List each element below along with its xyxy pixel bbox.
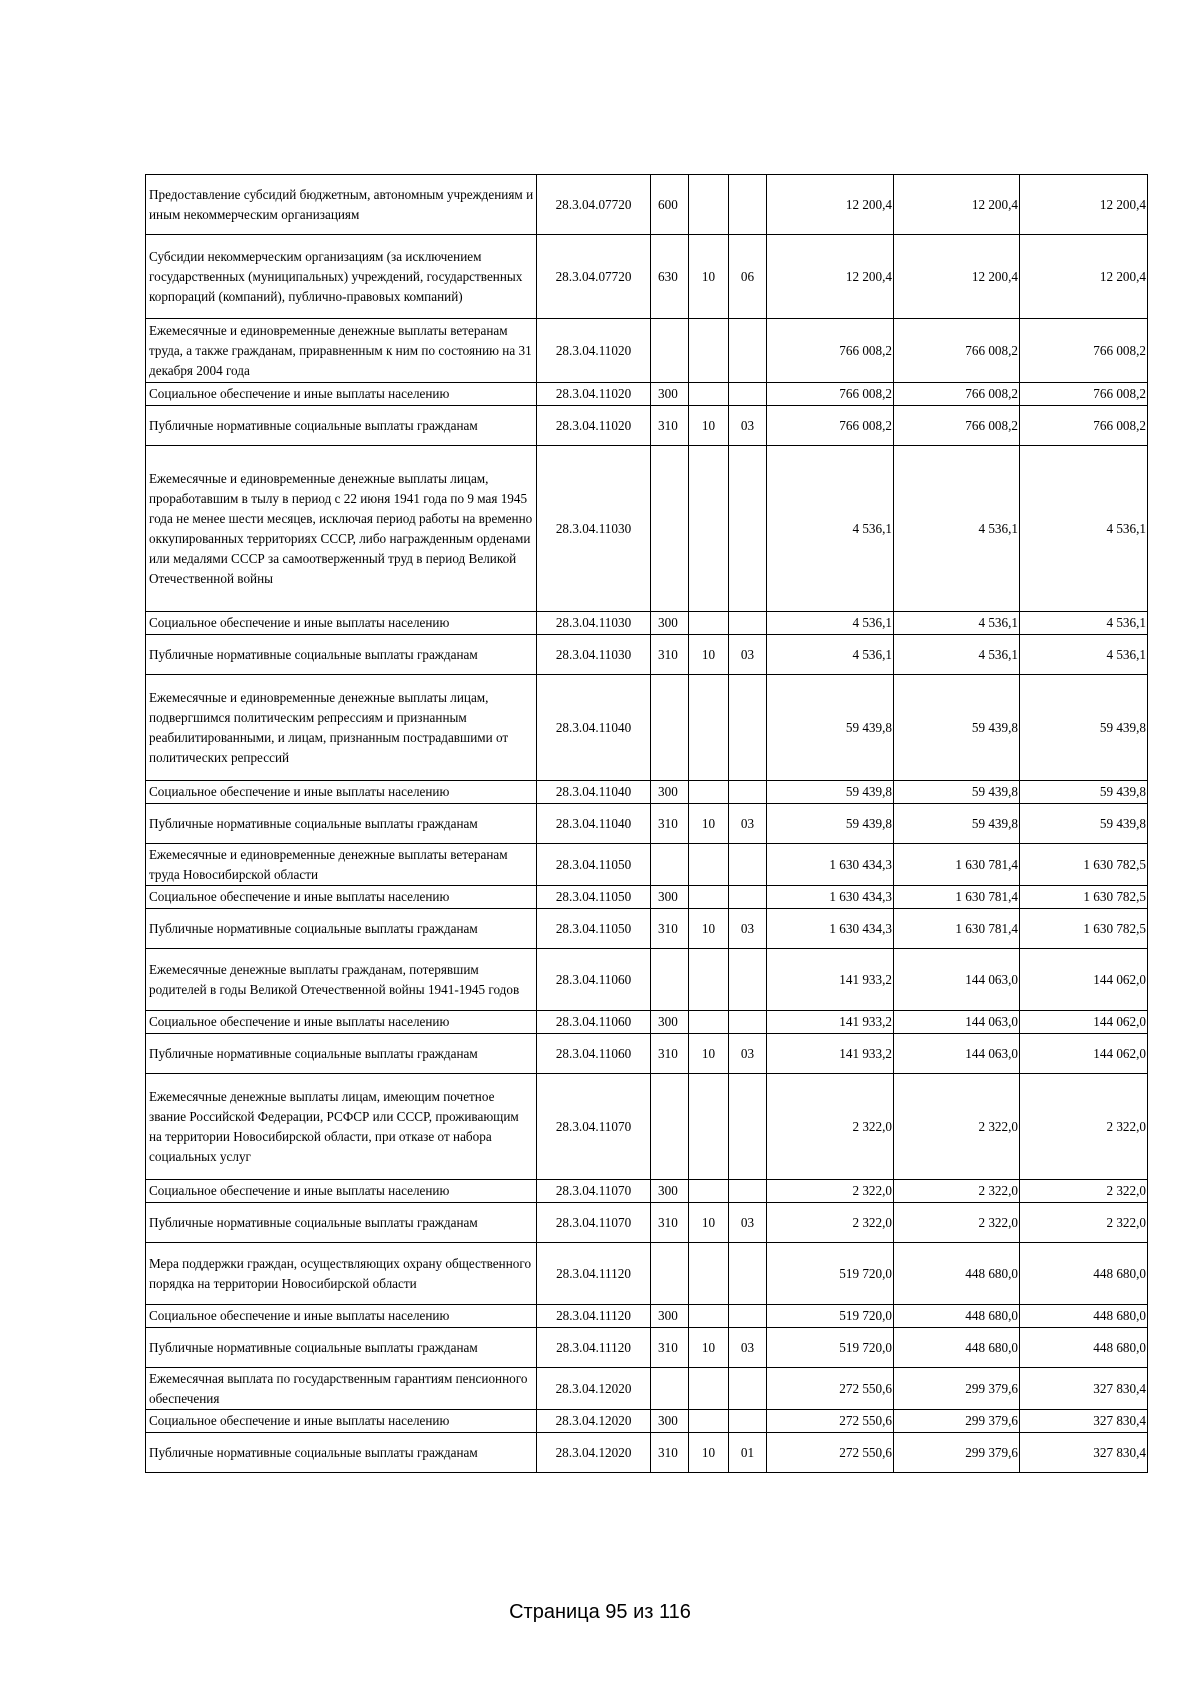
row-name: Мера поддержки граждан, осуществляющих охрану общественного порядка на территории Новосибирской области <box>146 1243 537 1305</box>
row-expense-type <box>651 675 689 781</box>
row-expense-type: 300 <box>651 1180 689 1203</box>
row-code: 28.3.04.11040 <box>537 675 651 781</box>
row-expense-type: 300 <box>651 886 689 909</box>
row-amount-3: 59 439,8 <box>1020 675 1148 781</box>
row-amount-1: 4 536,1 <box>767 635 894 675</box>
row-code: 28.3.04.11120 <box>537 1305 651 1328</box>
row-code: 28.3.04.11020 <box>537 319 651 383</box>
row-amount-2: 59 439,8 <box>894 804 1020 844</box>
row-amount-1: 2 322,0 <box>767 1074 894 1180</box>
table-row <box>146 612 1148 635</box>
table-row <box>146 1180 1148 1203</box>
row-amount-2: 144 063,0 <box>894 1034 1020 1074</box>
table-row <box>146 446 1148 612</box>
row-name: Предоставление субсидий бюджетным, автономным учреждениям и иным некоммерческим организациям <box>146 175 537 235</box>
row-amount-2: 144 063,0 <box>894 1011 1020 1034</box>
table-row <box>146 1410 1148 1433</box>
table-row <box>146 844 1148 886</box>
row-name: Социальное обеспечение и иные выплаты населению <box>146 383 537 406</box>
row-name: Социальное обеспечение и иные выплаты населению <box>146 1305 537 1328</box>
row-name: Ежемесячные и единовременные денежные выплаты ветеранам труда Новосибирской области <box>146 844 537 886</box>
row-amount-2: 4 536,1 <box>894 446 1020 612</box>
table-row <box>146 1305 1148 1328</box>
row-amount-1: 519 720,0 <box>767 1305 894 1328</box>
row-name: Ежемесячные и единовременные денежные выплаты лицам, проработавшим в тылу в период с 22 июня 1941 года по 9 мая 1945 года не менее шести месяцев, исключая период работы на временно оккупированных территориях СССР, либо награжденным орденами или медалями СССР за самоотверженный труд в период Великой Отечественной войны <box>146 446 537 612</box>
row-amount-1: 141 933,2 <box>767 949 894 1011</box>
row-subsection <box>729 383 767 406</box>
row-expense-type: 310 <box>651 406 689 446</box>
row-expense-type: 300 <box>651 1011 689 1034</box>
row-expense-type: 310 <box>651 804 689 844</box>
row-amount-2: 1 630 781,4 <box>894 886 1020 909</box>
table-row <box>146 1433 1148 1473</box>
row-section: 10 <box>689 909 729 949</box>
row-amount-2: 2 322,0 <box>894 1203 1020 1243</box>
row-name: Ежемесячные денежные выплаты лицам, имеющим почетное звание Российской Федерации, РСФСР или СССР, проживающим на территории Новосибирской области, при отказе от набора социальных услуг <box>146 1074 537 1180</box>
row-name: Социальное обеспечение и иные выплаты населению <box>146 612 537 635</box>
table-body <box>146 175 1148 1473</box>
row-amount-3: 1 630 782,5 <box>1020 886 1148 909</box>
row-expense-type: 630 <box>651 235 689 319</box>
row-amount-1: 2 322,0 <box>767 1203 894 1243</box>
table-row <box>146 675 1148 781</box>
table-row <box>146 886 1148 909</box>
row-amount-3: 2 322,0 <box>1020 1203 1148 1243</box>
row-code: 28.3.04.11070 <box>537 1074 651 1180</box>
row-expense-type: 310 <box>651 1203 689 1243</box>
row-expense-type: 310 <box>651 1328 689 1368</box>
row-amount-1: 272 550,6 <box>767 1368 894 1410</box>
row-section: 10 <box>689 1433 729 1473</box>
row-section: 10 <box>689 1034 729 1074</box>
row-amount-1: 1 630 434,3 <box>767 909 894 949</box>
row-code: 28.3.04.12020 <box>537 1410 651 1433</box>
row-amount-2: 766 008,2 <box>894 406 1020 446</box>
row-amount-3: 1 630 782,5 <box>1020 844 1148 886</box>
table-row <box>146 1243 1148 1305</box>
row-expense-type <box>651 1243 689 1305</box>
row-subsection <box>729 175 767 235</box>
row-name: Социальное обеспечение и иные выплаты населению <box>146 1410 537 1433</box>
row-amount-1: 2 322,0 <box>767 1180 894 1203</box>
row-section <box>689 844 729 886</box>
row-subsection <box>729 1410 767 1433</box>
row-amount-1: 12 200,4 <box>767 175 894 235</box>
page-number: Страница 95 из 116 <box>509 1601 691 1623</box>
table-row <box>146 319 1148 383</box>
row-expense-type: 300 <box>651 612 689 635</box>
row-section <box>689 175 729 235</box>
row-expense-type <box>651 446 689 612</box>
row-section <box>689 383 729 406</box>
table-row <box>146 1328 1148 1368</box>
row-name: Ежемесячные денежные выплаты гражданам, потерявшим родителей в годы Великой Отечественной войны 1941-1945 годов <box>146 949 537 1011</box>
row-section: 10 <box>689 804 729 844</box>
row-expense-type: 310 <box>651 635 689 675</box>
row-subsection: 03 <box>729 909 767 949</box>
row-amount-2: 448 680,0 <box>894 1305 1020 1328</box>
row-name: Публичные нормативные социальные выплаты гражданам <box>146 1203 537 1243</box>
row-amount-3: 327 830,4 <box>1020 1410 1148 1433</box>
row-section: 10 <box>689 406 729 446</box>
row-expense-type: 300 <box>651 1410 689 1433</box>
row-subsection <box>729 1243 767 1305</box>
row-name: Ежемесячные и единовременные денежные выплаты ветеранам труда, а также гражданам, приравненным к ним по состоянию на 31 декабря 2004 года <box>146 319 537 383</box>
row-expense-type: 600 <box>651 175 689 235</box>
row-subsection <box>729 1074 767 1180</box>
row-name: Ежемесячные и единовременные денежные выплаты лицам, подвергшимся политическим репрессиям и признанным реабилитированными, и лицам, признанным пострадавшими от политических репрессий <box>146 675 537 781</box>
row-amount-2: 4 536,1 <box>894 635 1020 675</box>
row-subsection: 03 <box>729 804 767 844</box>
row-code: 28.3.04.11120 <box>537 1243 651 1305</box>
row-subsection <box>729 844 767 886</box>
row-amount-1: 12 200,4 <box>767 235 894 319</box>
row-amount-2: 2 322,0 <box>894 1180 1020 1203</box>
row-amount-2: 144 063,0 <box>894 949 1020 1011</box>
row-amount-3: 448 680,0 <box>1020 1243 1148 1305</box>
row-subsection <box>729 781 767 804</box>
row-amount-3: 4 536,1 <box>1020 446 1148 612</box>
table-row <box>146 235 1148 319</box>
row-amount-2: 766 008,2 <box>894 383 1020 406</box>
row-expense-type: 300 <box>651 1305 689 1328</box>
row-amount-1: 141 933,2 <box>767 1011 894 1034</box>
table-row <box>146 1011 1148 1034</box>
row-amount-2: 299 379,6 <box>894 1368 1020 1410</box>
row-section <box>689 1180 729 1203</box>
row-amount-3: 12 200,4 <box>1020 175 1148 235</box>
row-subsection: 03 <box>729 635 767 675</box>
row-section <box>689 1410 729 1433</box>
row-amount-1: 141 933,2 <box>767 1034 894 1074</box>
row-amount-3: 4 536,1 <box>1020 612 1148 635</box>
row-amount-1: 1 630 434,3 <box>767 886 894 909</box>
row-amount-1: 766 008,2 <box>767 383 894 406</box>
table-row <box>146 1074 1148 1180</box>
row-name: Публичные нормативные социальные выплаты гражданам <box>146 1034 537 1074</box>
budget-table <box>145 174 1148 1473</box>
row-amount-2: 2 322,0 <box>894 1074 1020 1180</box>
row-subsection: 03 <box>729 1034 767 1074</box>
row-amount-3: 1 630 782,5 <box>1020 909 1148 949</box>
row-subsection: 03 <box>729 1328 767 1368</box>
row-subsection <box>729 949 767 1011</box>
row-code: 28.3.04.07720 <box>537 175 651 235</box>
row-amount-2: 299 379,6 <box>894 1433 1020 1473</box>
row-code: 28.3.04.11120 <box>537 1328 651 1368</box>
row-name: Социальное обеспечение и иные выплаты населению <box>146 1011 537 1034</box>
row-section <box>689 781 729 804</box>
row-subsection: 01 <box>729 1433 767 1473</box>
row-expense-type: 310 <box>651 909 689 949</box>
row-expense-type: 310 <box>651 1433 689 1473</box>
row-amount-3: 766 008,2 <box>1020 383 1148 406</box>
row-amount-3: 327 830,4 <box>1020 1433 1148 1473</box>
row-code: 28.3.04.11050 <box>537 909 651 949</box>
row-amount-3: 4 536,1 <box>1020 635 1148 675</box>
row-subsection: 03 <box>729 1203 767 1243</box>
row-expense-type: 300 <box>651 383 689 406</box>
row-subsection <box>729 446 767 612</box>
table-row <box>146 781 1148 804</box>
row-amount-2: 59 439,8 <box>894 675 1020 781</box>
table-row <box>146 406 1148 446</box>
row-section <box>689 949 729 1011</box>
row-amount-3: 144 062,0 <box>1020 1034 1148 1074</box>
row-amount-1: 59 439,8 <box>767 675 894 781</box>
row-section <box>689 612 729 635</box>
row-amount-3: 448 680,0 <box>1020 1305 1148 1328</box>
row-name: Субсидии некоммерческим организациям (за исключением государственных (муниципальных) учреждений, государственных корпораций (компаний), публично-правовых компаний) <box>146 235 537 319</box>
row-amount-2: 766 008,2 <box>894 319 1020 383</box>
row-amount-1: 1 630 434,3 <box>767 844 894 886</box>
row-expense-type: 300 <box>651 781 689 804</box>
row-expense-type <box>651 319 689 383</box>
row-subsection <box>729 1180 767 1203</box>
row-code: 28.3.04.11050 <box>537 886 651 909</box>
row-amount-1: 519 720,0 <box>767 1243 894 1305</box>
table-row <box>146 635 1148 675</box>
row-code: 28.3.04.11050 <box>537 844 651 886</box>
row-section: 10 <box>689 635 729 675</box>
row-name: Публичные нормативные социальные выплаты гражданам <box>146 635 537 675</box>
row-amount-3: 144 062,0 <box>1020 949 1148 1011</box>
table-row <box>146 1034 1148 1074</box>
row-expense-type: 310 <box>651 1034 689 1074</box>
row-section <box>689 446 729 612</box>
row-code: 28.3.04.12020 <box>537 1433 651 1473</box>
row-section <box>689 886 729 909</box>
row-name: Социальное обеспечение и иные выплаты населению <box>146 781 537 804</box>
row-section <box>689 1368 729 1410</box>
row-amount-2: 4 536,1 <box>894 612 1020 635</box>
row-amount-2: 299 379,6 <box>894 1410 1020 1433</box>
row-subsection <box>729 1305 767 1328</box>
row-amount-1: 4 536,1 <box>767 612 894 635</box>
row-code: 28.3.04.11060 <box>537 949 651 1011</box>
row-subsection: 03 <box>729 406 767 446</box>
row-amount-3: 144 062,0 <box>1020 1011 1148 1034</box>
row-amount-3: 766 008,2 <box>1020 319 1148 383</box>
row-code: 28.3.04.11060 <box>537 1034 651 1074</box>
table-row <box>146 1368 1148 1410</box>
row-section: 10 <box>689 1328 729 1368</box>
row-amount-2: 12 200,4 <box>894 175 1020 235</box>
row-code: 28.3.04.11030 <box>537 612 651 635</box>
row-amount-3: 766 008,2 <box>1020 406 1148 446</box>
row-expense-type <box>651 949 689 1011</box>
row-section: 10 <box>689 235 729 319</box>
row-name: Публичные нормативные социальные выплаты гражданам <box>146 1328 537 1368</box>
row-name: Публичные нормативные социальные выплаты гражданам <box>146 909 537 949</box>
row-amount-3: 12 200,4 <box>1020 235 1148 319</box>
table-row <box>146 1203 1148 1243</box>
row-amount-1: 59 439,8 <box>767 804 894 844</box>
row-code: 28.3.04.11020 <box>537 383 651 406</box>
row-code: 28.3.04.11070 <box>537 1203 651 1243</box>
row-section <box>689 1305 729 1328</box>
row-subsection <box>729 319 767 383</box>
row-expense-type <box>651 1074 689 1180</box>
row-amount-2: 1 630 781,4 <box>894 844 1020 886</box>
table-row <box>146 804 1148 844</box>
row-amount-1: 272 550,6 <box>767 1410 894 1433</box>
row-amount-2: 448 680,0 <box>894 1328 1020 1368</box>
row-amount-2: 448 680,0 <box>894 1243 1020 1305</box>
row-subsection <box>729 612 767 635</box>
row-section <box>689 1074 729 1180</box>
table-row <box>146 909 1148 949</box>
row-code: 28.3.04.12020 <box>537 1368 651 1410</box>
row-amount-3: 59 439,8 <box>1020 781 1148 804</box>
row-amount-1: 4 536,1 <box>767 446 894 612</box>
row-name: Публичные нормативные социальные выплаты гражданам <box>146 804 537 844</box>
row-code: 28.3.04.11030 <box>537 446 651 612</box>
row-code: 28.3.04.07720 <box>537 235 651 319</box>
row-name: Ежемесячная выплата по государственным гарантиям пенсионного обеспечения <box>146 1368 537 1410</box>
row-section: 10 <box>689 1203 729 1243</box>
table-row <box>146 949 1148 1011</box>
row-subsection <box>729 886 767 909</box>
row-amount-3: 2 322,0 <box>1020 1074 1148 1180</box>
row-amount-1: 59 439,8 <box>767 781 894 804</box>
row-expense-type <box>651 844 689 886</box>
row-subsection: 06 <box>729 235 767 319</box>
row-subsection <box>729 675 767 781</box>
row-code: 28.3.04.11070 <box>537 1180 651 1203</box>
row-code: 28.3.04.11040 <box>537 781 651 804</box>
row-amount-1: 766 008,2 <box>767 319 894 383</box>
row-expense-type <box>651 1368 689 1410</box>
row-subsection <box>729 1368 767 1410</box>
row-amount-1: 272 550,6 <box>767 1433 894 1473</box>
row-amount-3: 327 830,4 <box>1020 1368 1148 1410</box>
row-amount-3: 59 439,8 <box>1020 804 1148 844</box>
row-name: Социальное обеспечение и иные выплаты населению <box>146 1180 537 1203</box>
row-section <box>689 1243 729 1305</box>
row-name: Публичные нормативные социальные выплаты гражданам <box>146 1433 537 1473</box>
table-row <box>146 175 1148 235</box>
row-amount-2: 12 200,4 <box>894 235 1020 319</box>
row-amount-1: 766 008,2 <box>767 406 894 446</box>
row-amount-2: 1 630 781,4 <box>894 909 1020 949</box>
row-amount-3: 448 680,0 <box>1020 1328 1148 1368</box>
row-section <box>689 319 729 383</box>
table-row <box>146 383 1148 406</box>
row-name: Публичные нормативные социальные выплаты гражданам <box>146 406 537 446</box>
row-name: Социальное обеспечение и иные выплаты населению <box>146 886 537 909</box>
row-section <box>689 1011 729 1034</box>
row-amount-2: 59 439,8 <box>894 781 1020 804</box>
row-code: 28.3.04.11060 <box>537 1011 651 1034</box>
row-code: 28.3.04.11030 <box>537 635 651 675</box>
row-amount-1: 519 720,0 <box>767 1328 894 1368</box>
row-section <box>689 675 729 781</box>
row-code: 28.3.04.11040 <box>537 804 651 844</box>
row-code: 28.3.04.11020 <box>537 406 651 446</box>
row-amount-3: 2 322,0 <box>1020 1180 1148 1203</box>
row-subsection <box>729 1011 767 1034</box>
